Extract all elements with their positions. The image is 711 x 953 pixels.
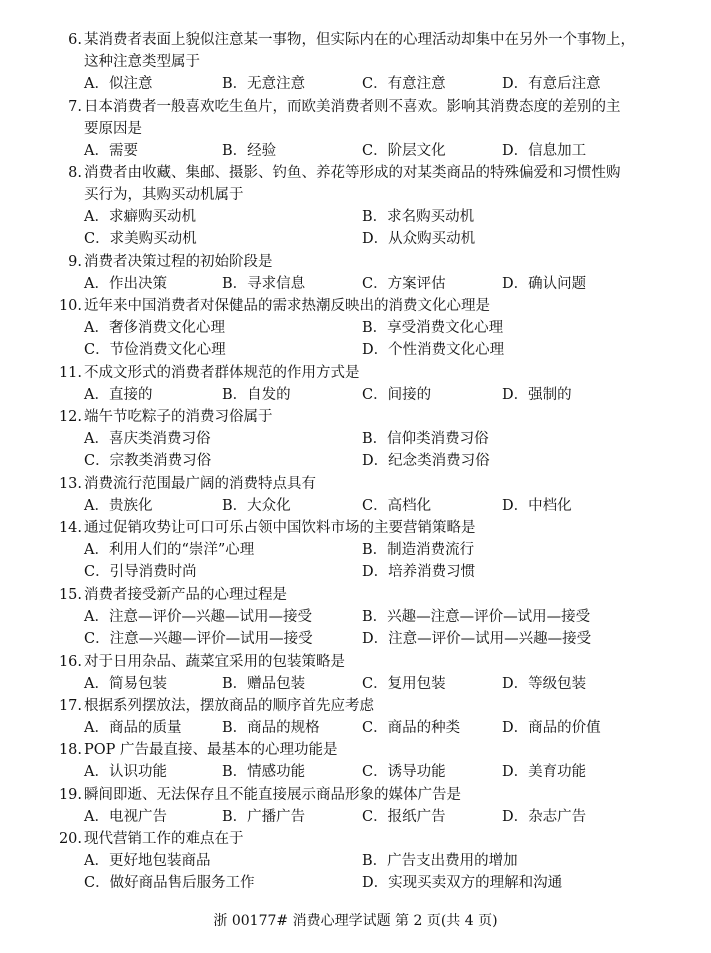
answer-option: D．确认问题 [502,276,587,292]
answer-option: A．注意—评价—兴趣—试用—接受 [84,609,312,625]
question-stem [0,739,711,761]
answer-option: A．喜庆类消费习俗 [84,431,211,448]
question-block [0,828,711,894]
answer-option: B．广播广告 [222,808,306,825]
question-stem [0,584,711,606]
question-text-line: 要原因是 [84,120,142,137]
options-row [0,140,711,162]
answer-option: C．诱导功能 [362,764,446,781]
question-text-line: 消费者决策过程的初始阶段是 [84,254,273,270]
question-number: 16. [58,653,82,670]
question-text-line: POP 广告最直接、最基本的心理功能是 [84,742,338,759]
answer-option: D．强制的 [502,387,572,403]
question-block [0,29,711,95]
question-block [0,251,711,295]
question-number: 18. [58,742,82,759]
question-stem [0,162,711,206]
question-number: 6. [68,32,82,48]
options-row [0,673,711,695]
answer-option: A．直接的 [84,387,153,403]
answer-option: B．赠品包装 [222,675,306,692]
answer-option: C．商品的种类 [362,720,461,736]
question-number: 17. [58,698,82,714]
answer-option: A．似注意 [84,76,153,92]
question-stem [0,473,711,495]
options-row [0,495,711,517]
answer-option: D．培养消费习惯 [362,564,476,581]
answer-option: D．杂志广告 [502,808,587,825]
question-text-line: 这种注意类型属于 [84,54,200,70]
answer-option: A．认识功能 [84,764,167,781]
options-row [0,872,711,894]
answer-option: D．信息加工 [502,142,587,159]
question-number: 7. [68,98,82,115]
page-footer: 浙 00177# 消费心理学试题 第 2 页(共 4 页) [213,913,498,929]
question-stem [0,29,711,73]
question-block [0,584,711,650]
answer-option: A．简易包装 [84,675,167,692]
question-text-line: 近年来中国消费者对保健品的需求热潮反映出的消费文化心理是 [84,298,490,315]
options-row [0,73,711,95]
question-stem [0,695,711,717]
options-row [0,806,711,828]
answer-option: B．制造消费流行 [362,542,475,559]
question-block [0,695,711,739]
question-number: 9. [68,254,82,270]
answer-option: C．做好商品售后服务工作 [84,875,255,892]
question-text-line: 消费流行范围最广阔的消费特点具有 [84,476,316,492]
question-block [0,362,711,406]
answer-option: B．无意注意 [222,76,306,92]
answer-option: B．兴趣—注意—评价—试用—接受 [362,609,591,625]
question-text-line: 消费者由收藏、集邮、摄影、钓鱼、养花等形成的对某类商品的特殊偏爱和习惯性购 [84,165,621,182]
question-number: 14. [58,520,82,537]
options-row [0,273,711,295]
question-stem [0,295,711,317]
question-text-line: 消费者接受新产品的心理过程是 [84,587,287,603]
answer-option: B．商品的规格 [222,720,320,736]
options-row [0,539,711,561]
answer-option: A．电视广告 [84,808,167,825]
options-row [0,384,711,406]
answer-option: C．宗教类消费习俗 [84,453,212,470]
answer-option: C．引导消费时尚 [84,564,197,581]
answer-option: B．广告支出费用的增加 [362,853,518,870]
question-block [0,651,711,695]
question-number: 11. [58,365,82,381]
question-text-line: 根据系列摆放法，摆放商品的顺序首先应考虑 [84,698,374,714]
answer-option: D．纪念类消费习俗 [362,453,490,470]
options-row [0,339,711,361]
options-row [0,317,711,339]
answer-option: B．经验 [222,142,277,159]
answer-option: A．求癖购买动机 [84,209,196,226]
answer-option: C．阶层文化 [362,142,446,159]
options-row [0,428,711,450]
answer-option: A．作出决策 [84,276,167,292]
question-number: 19. [58,786,82,803]
answer-option: B．自发的 [222,387,291,403]
question-block [0,517,711,583]
answer-option: B．寻求信息 [222,276,306,292]
answer-option: D．从众购买动机 [362,231,476,248]
answer-option: C．有意注意 [362,76,446,92]
answer-option: A．需要 [84,142,138,159]
question-stem [0,517,711,539]
question-block [0,406,711,472]
question-text-line: 对于日用杂品、蔬菜宜采用的包装策略是 [84,653,345,670]
answer-option: C．求美购买动机 [84,231,197,248]
question-block [0,295,711,361]
answer-option: B．享受消费文化心理 [362,320,504,337]
answer-option: B．情感功能 [222,764,306,781]
answer-option: C．间接的 [362,387,432,403]
answer-option: D．商品的价值 [502,720,601,736]
answer-option: C．复用包装 [362,675,446,692]
answer-option: A．商品的质量 [84,720,182,736]
answer-option: B．求名购买动机 [362,209,475,226]
question-stem [0,251,711,273]
question-stem [0,828,711,850]
answer-option: C．高档化 [362,498,432,514]
answer-option: C．报纸广告 [362,808,446,825]
answer-option: C．方案评估 [362,276,446,292]
options-row [0,850,711,872]
options-row [0,761,711,783]
answer-option: D．等级包装 [502,675,587,692]
question-block [0,739,711,783]
answer-option: D．个性消费文化心理 [362,342,505,359]
answer-option: A．贵族化 [84,498,153,514]
question-number: 20. [58,831,82,848]
question-stem [0,784,711,806]
answer-option: D．实现买卖双方的理解和沟通 [362,875,563,892]
answer-option: D．中档化 [502,498,572,514]
question-stem [0,96,711,140]
question-number: 12. [58,409,82,426]
answer-option: A．奢侈消费文化心理 [84,320,225,337]
question-number: 15. [58,587,82,603]
options-row [0,606,711,628]
question-text-line: 不成文形式的消费者群体规范的作用方式是 [84,365,360,381]
question-block [0,96,711,162]
question-text-line: 端午节吃粽子的消费习俗属于 [84,409,273,426]
question-text-line: 某消费者表面上貌似注意某一事物，但实际内在的心理活动却集中在另外一个事物上， [84,32,635,48]
question-stem [0,651,711,673]
question-text-line: 瞬间即逝、无法保存且不能直接展示商品形象的媒体广告是 [84,786,461,803]
question-stem [0,406,711,428]
question-text-line: 通过促销攻势让可口可乐占领中国饮料市场的主要营销策略是 [84,520,476,537]
question-block [0,784,711,828]
question-number: 13. [58,476,82,492]
options-row [0,717,711,739]
answer-option: D．有意后注意 [502,76,601,92]
options-row [0,450,711,472]
question-block [0,473,711,517]
question-number: 8. [68,165,82,182]
answer-option: D．美育功能 [502,764,587,781]
question-text-line: 买行为，其购买动机属于 [84,187,244,204]
answer-option: C．节俭消费文化心理 [84,342,226,359]
question-text-line: 现代营销工作的难点在于 [84,831,244,848]
answer-option: D．注意—评价—试用—兴趣—接受 [362,631,592,647]
options-row [0,228,711,250]
question-stem [0,362,711,384]
answer-option: A．利用人们的“崇洋”心理 [84,542,255,559]
question-number: 10. [58,298,82,315]
options-row [0,206,711,228]
answer-option: B．信仰类消费习俗 [362,431,489,448]
options-row [0,561,711,583]
question-block [0,162,711,250]
answer-option: A．更好地包装商品 [84,853,211,870]
options-row [0,628,711,650]
question-text-line: 日本消费者一般喜欢吃生鱼片，而欧美消费者则不喜欢。影响其消费态度的差别的主 [84,98,621,115]
answer-option: C．注意—兴趣—评价—试用—接受 [84,631,313,647]
answer-option: B．大众化 [222,498,291,514]
